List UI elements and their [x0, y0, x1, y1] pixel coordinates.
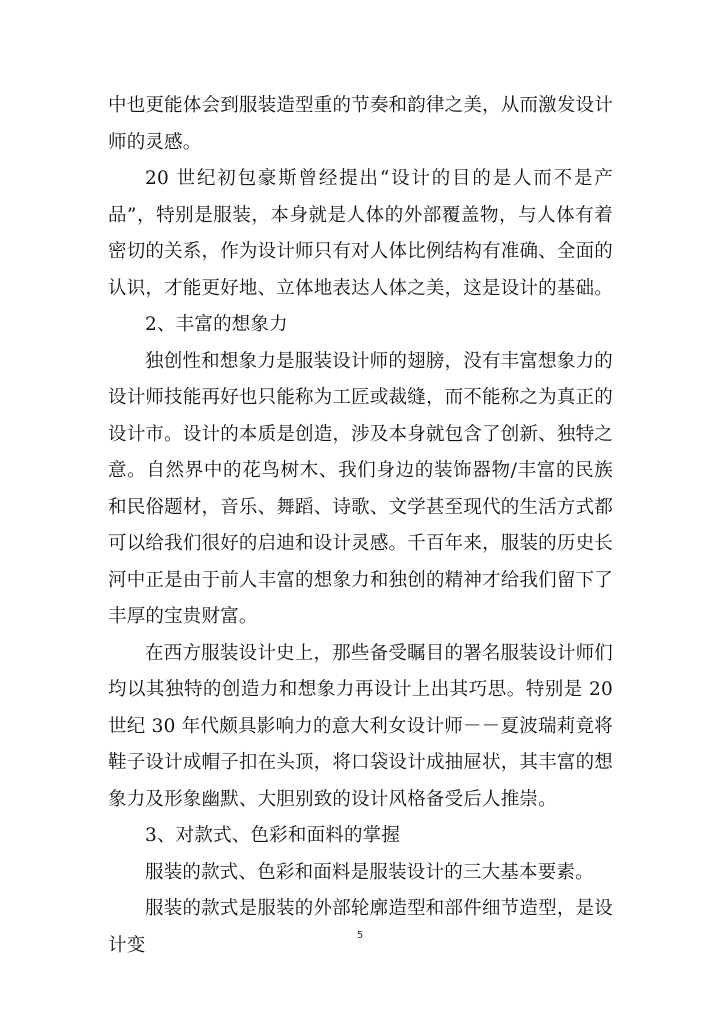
- section-heading-style-color-fabric: 3、对款式、色彩和面料的掌握: [145, 825, 401, 846]
- paragraph-imagination: 独创性和想象力是服装设计师的翅膀，没有丰富想象力的设计师技能再好也只能称为工匠或裁缝，而不能称之为真正的设计市。设计的本质是创造，涉及本身就包含了创新、独特之意。自然界中的花鸟树木、我们身边的装饰器物/丰富的民族和民俗题材，音乐、舞蹈、诗歌、文学甚至现代的生活方式都可以给我们很好的启迪和设计灵感。千百年来，服装的历史长河中正是由于前人丰富的想象力和独创的精神才给我们留下了丰厚的宝贵财富。: [108, 350, 613, 627]
- section-heading-imagination: 2、丰富的想象力: [145, 314, 288, 335]
- document-body: [108, 88, 613, 964]
- paragraph-three-elements: 服装的款式、色彩和面料是服装设计的三大基本要素。: [145, 861, 594, 883]
- paragraph-bauhaus: 20 世纪初包豪斯曾经提出“设计的目的是人而不是产品”，特别是服装，本身就是人体的外部覆盖物，与人体有着密切的关系，作为设计师只有对人体比例结构有准确、全面的认识，才能更好地、立体地表达人体之美，这是设计的基础。: [108, 168, 613, 299]
- paragraph-continuation: 中也更能体会到服装造型重的节奏和韵律之美，从而激发设计师的灵感。: [108, 95, 613, 153]
- page-number: 5: [356, 930, 364, 941]
- paragraph-western-history: 在西方服装设计史上，那些备受瞩目的署名服装设计师们均以其独特的创造力和想象力再设计上出其巧思。特别是 20 世纪 30 年代颇具影响力的意大利女设计师－－夏波瑞莉竟将鞋子设计成帽子扣在头顶，将口袋设计成抽屉状，其丰富的想象力及形象幽默、大胆别致的设计风格备受后人推崇。: [108, 642, 613, 810]
- paragraph-style-definition: 服装的款式是服装的外部轮廓造型和部件细节造型，是设计变: [108, 898, 613, 956]
